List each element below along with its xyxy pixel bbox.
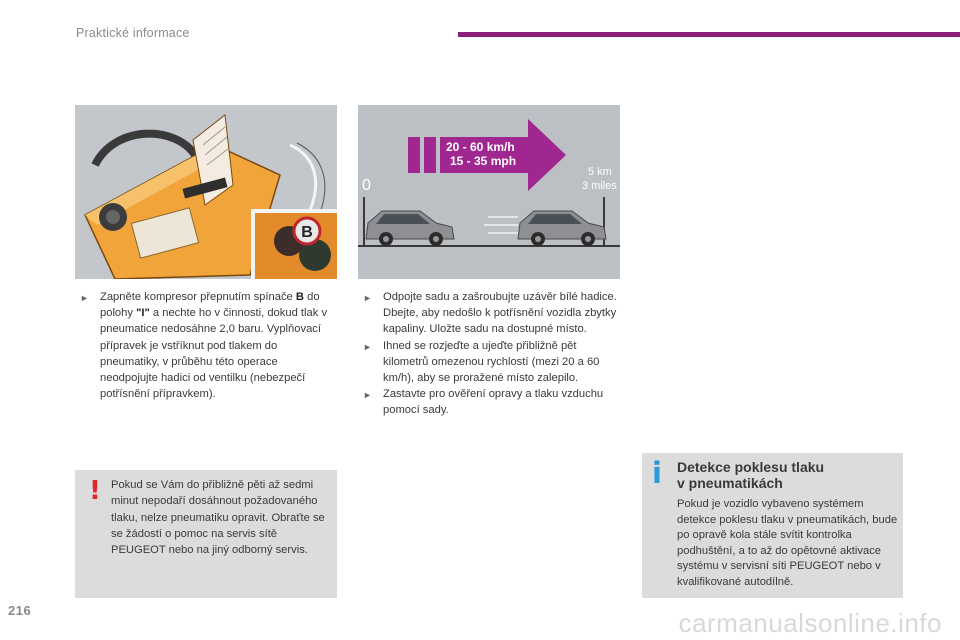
instruction-text: Zastavte pro ověření opravy a tlaku vzduchu pomocí sady. — [383, 388, 604, 417]
speed-mph-label: 15 - 35 mph — [450, 154, 517, 168]
info-text: Pokud je vozidlo vybaveno systémem detekce poklesu tlaku v pneumatikách, bude po opravě kola stále svítit kontrolka podhuštění, a to až do opětovné aktivace systému v servisní síti PEUGEOT nebo v kvalifikované autodílně. — [677, 498, 898, 588]
distance-miles-label: 3 miles — [582, 180, 617, 192]
watermark: carmanualsonline.info — [678, 608, 942, 638]
driving-illustration — [358, 105, 620, 279]
bullet-icon: ► — [363, 390, 372, 401]
instruction-text: Odpojte sadu a zašroubujte uzávěr bílé hadice. — [383, 291, 617, 303]
instruction-text: Zapněte kompresor přepnutím spínače B do polohy "I" a nechte ho v činnosti, dokud tlak v pneumatice nedosáhne 2,0 baru. Vyplňovací přípravek je vstříknut pod tlakem do pneumatiky, v průběhu této operace neodpojujte hadici od ventilku (nebezpečí potřísnění přípravkem). — [100, 291, 328, 401]
instruction-item — [361, 289, 621, 338]
instruction-item — [78, 289, 338, 402]
instruction-item — [361, 386, 621, 418]
instruction-text: Ihned se rozjeďte a ujeďte přibližně pět kilometrů omezenou rychlostí (mezi 20 a 60 km/h), aby se proražené místo zalepilo. — [383, 339, 600, 385]
distance-km-label: 5 km — [588, 166, 612, 178]
info-icon: i — [652, 456, 662, 490]
speed-kmh-label: 20 - 60 km/h — [446, 140, 515, 154]
info-box — [642, 453, 903, 598]
bullet-icon: ► — [363, 293, 372, 303]
distance-start-label: 0 — [362, 177, 371, 194]
page-number: 216 — [8, 603, 32, 618]
info-title: Detekce poklesu tlaku v pneumatikách — [677, 459, 825, 491]
driving-figure — [358, 105, 620, 279]
warning-text: Pokud se Vám do přibližně pěti až sedmi minut nepodaří dosáhnout požadovaného tlaku, nelze pneumatiku opravit. Obraťte se se žádostí o pomoc na servis sítě PEUGEOT nebo na jiný odborný servis. — [111, 479, 325, 557]
right-instructions — [361, 289, 621, 419]
exclamation-icon: ! — [89, 476, 101, 506]
header-accent-bar — [458, 32, 960, 37]
compressor-illustration — [75, 105, 337, 279]
warning-box — [75, 470, 337, 598]
bullet-icon: ► — [363, 341, 372, 352]
section-title: Praktické informace — [76, 26, 190, 40]
switch-label-b: B — [301, 224, 313, 241]
instruction-text: Dbejte, aby nedošlo k potřísnění vozidla zbytky kapaliny. Uložte sadu na dostupné místo. — [383, 307, 617, 336]
bullet-icon: ► — [80, 293, 89, 303]
instruction-item — [361, 338, 621, 387]
left-instructions — [78, 289, 338, 402]
compressor-figure — [75, 105, 337, 279]
